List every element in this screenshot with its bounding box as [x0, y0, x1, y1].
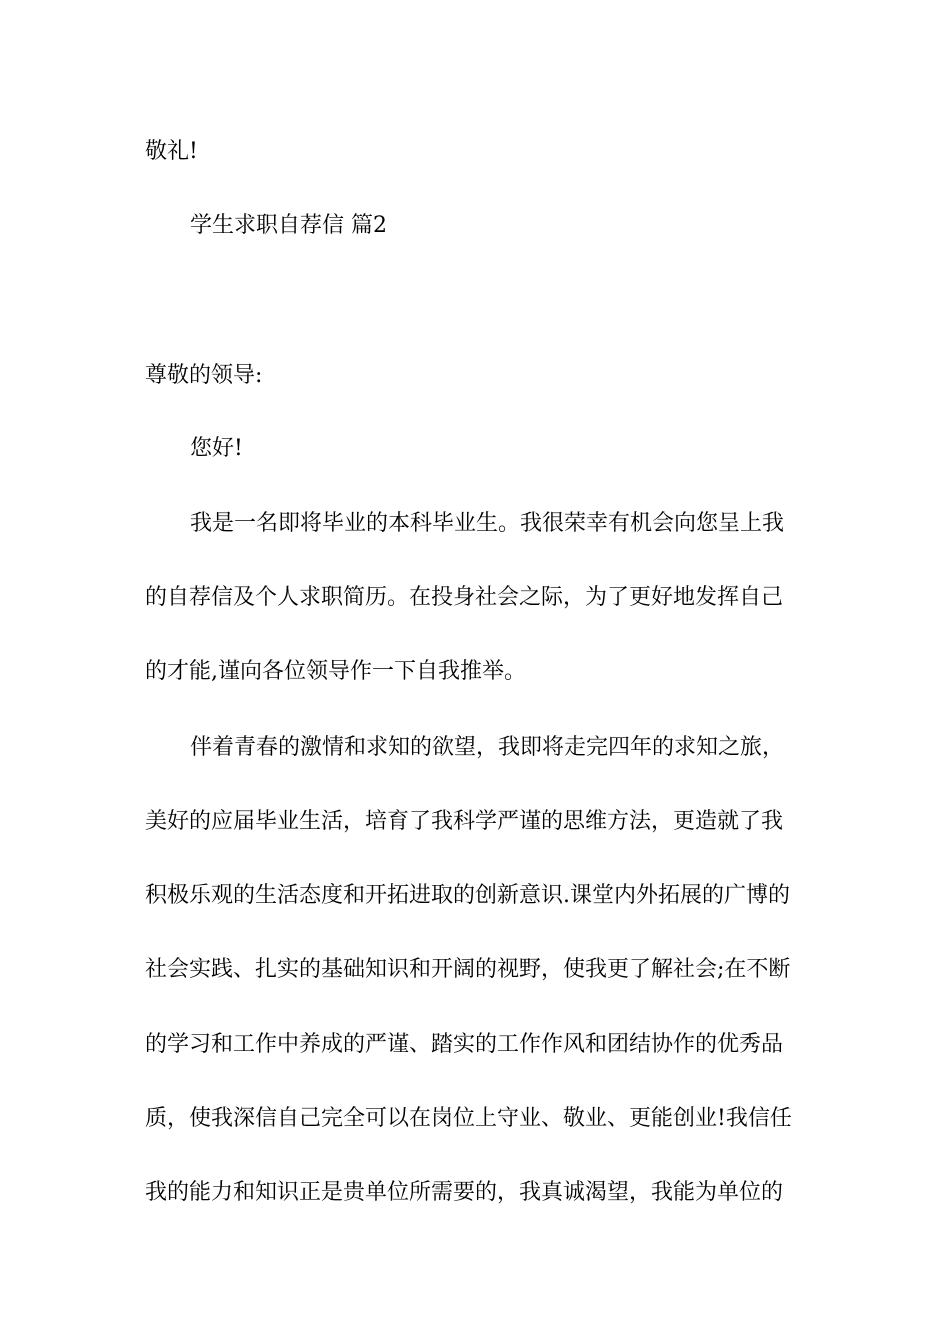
- paragraph-line: 美好的应届毕业生活，培育了我科学严谨的思维方法，更造就了我: [145, 809, 784, 834]
- paragraph-line: 积极乐观的生活态度和开拓进取的创新意识.课堂内外拓展的广博的: [145, 883, 790, 908]
- section-heading: 学生求职自荐信 篇2: [190, 213, 387, 238]
- paragraph-line: 的学习和工作中养成的严谨、踏实的工作作风和团结协作的优秀品: [145, 1032, 784, 1057]
- paragraph-line: 社会实践、扎实的基础知识和开阔的视野，使我更了解社会;在不断: [145, 957, 791, 982]
- closing-salutation: 敬礼!: [145, 139, 198, 164]
- paragraph-line: 质，使我深信自己完全可以在岗位上守业、敬业、更能创业!我信任: [145, 1106, 792, 1131]
- paragraph-line: 我是一名即将毕业的本科毕业生。我很荣幸有机会向您呈上我: [190, 511, 785, 536]
- greeting-hello: 您好!: [190, 436, 243, 461]
- paragraph-line: 伴着青春的激情和求知的欲望，我即将走完四年的求知之旅，: [190, 735, 785, 760]
- greeting-recipient: 尊敬的领导:: [145, 363, 263, 388]
- paragraph-line: 的自荐信及个人求职简历。在投身社会之际，为了更好地发挥自己: [145, 585, 784, 610]
- paragraph-line: 我的能力和知识正是贵单位所需要的，我真诚渴望，我能为单位的: [145, 1180, 784, 1205]
- paragraph-line: 的才能,谨向各位领导作一下自我推举。: [145, 659, 526, 684]
